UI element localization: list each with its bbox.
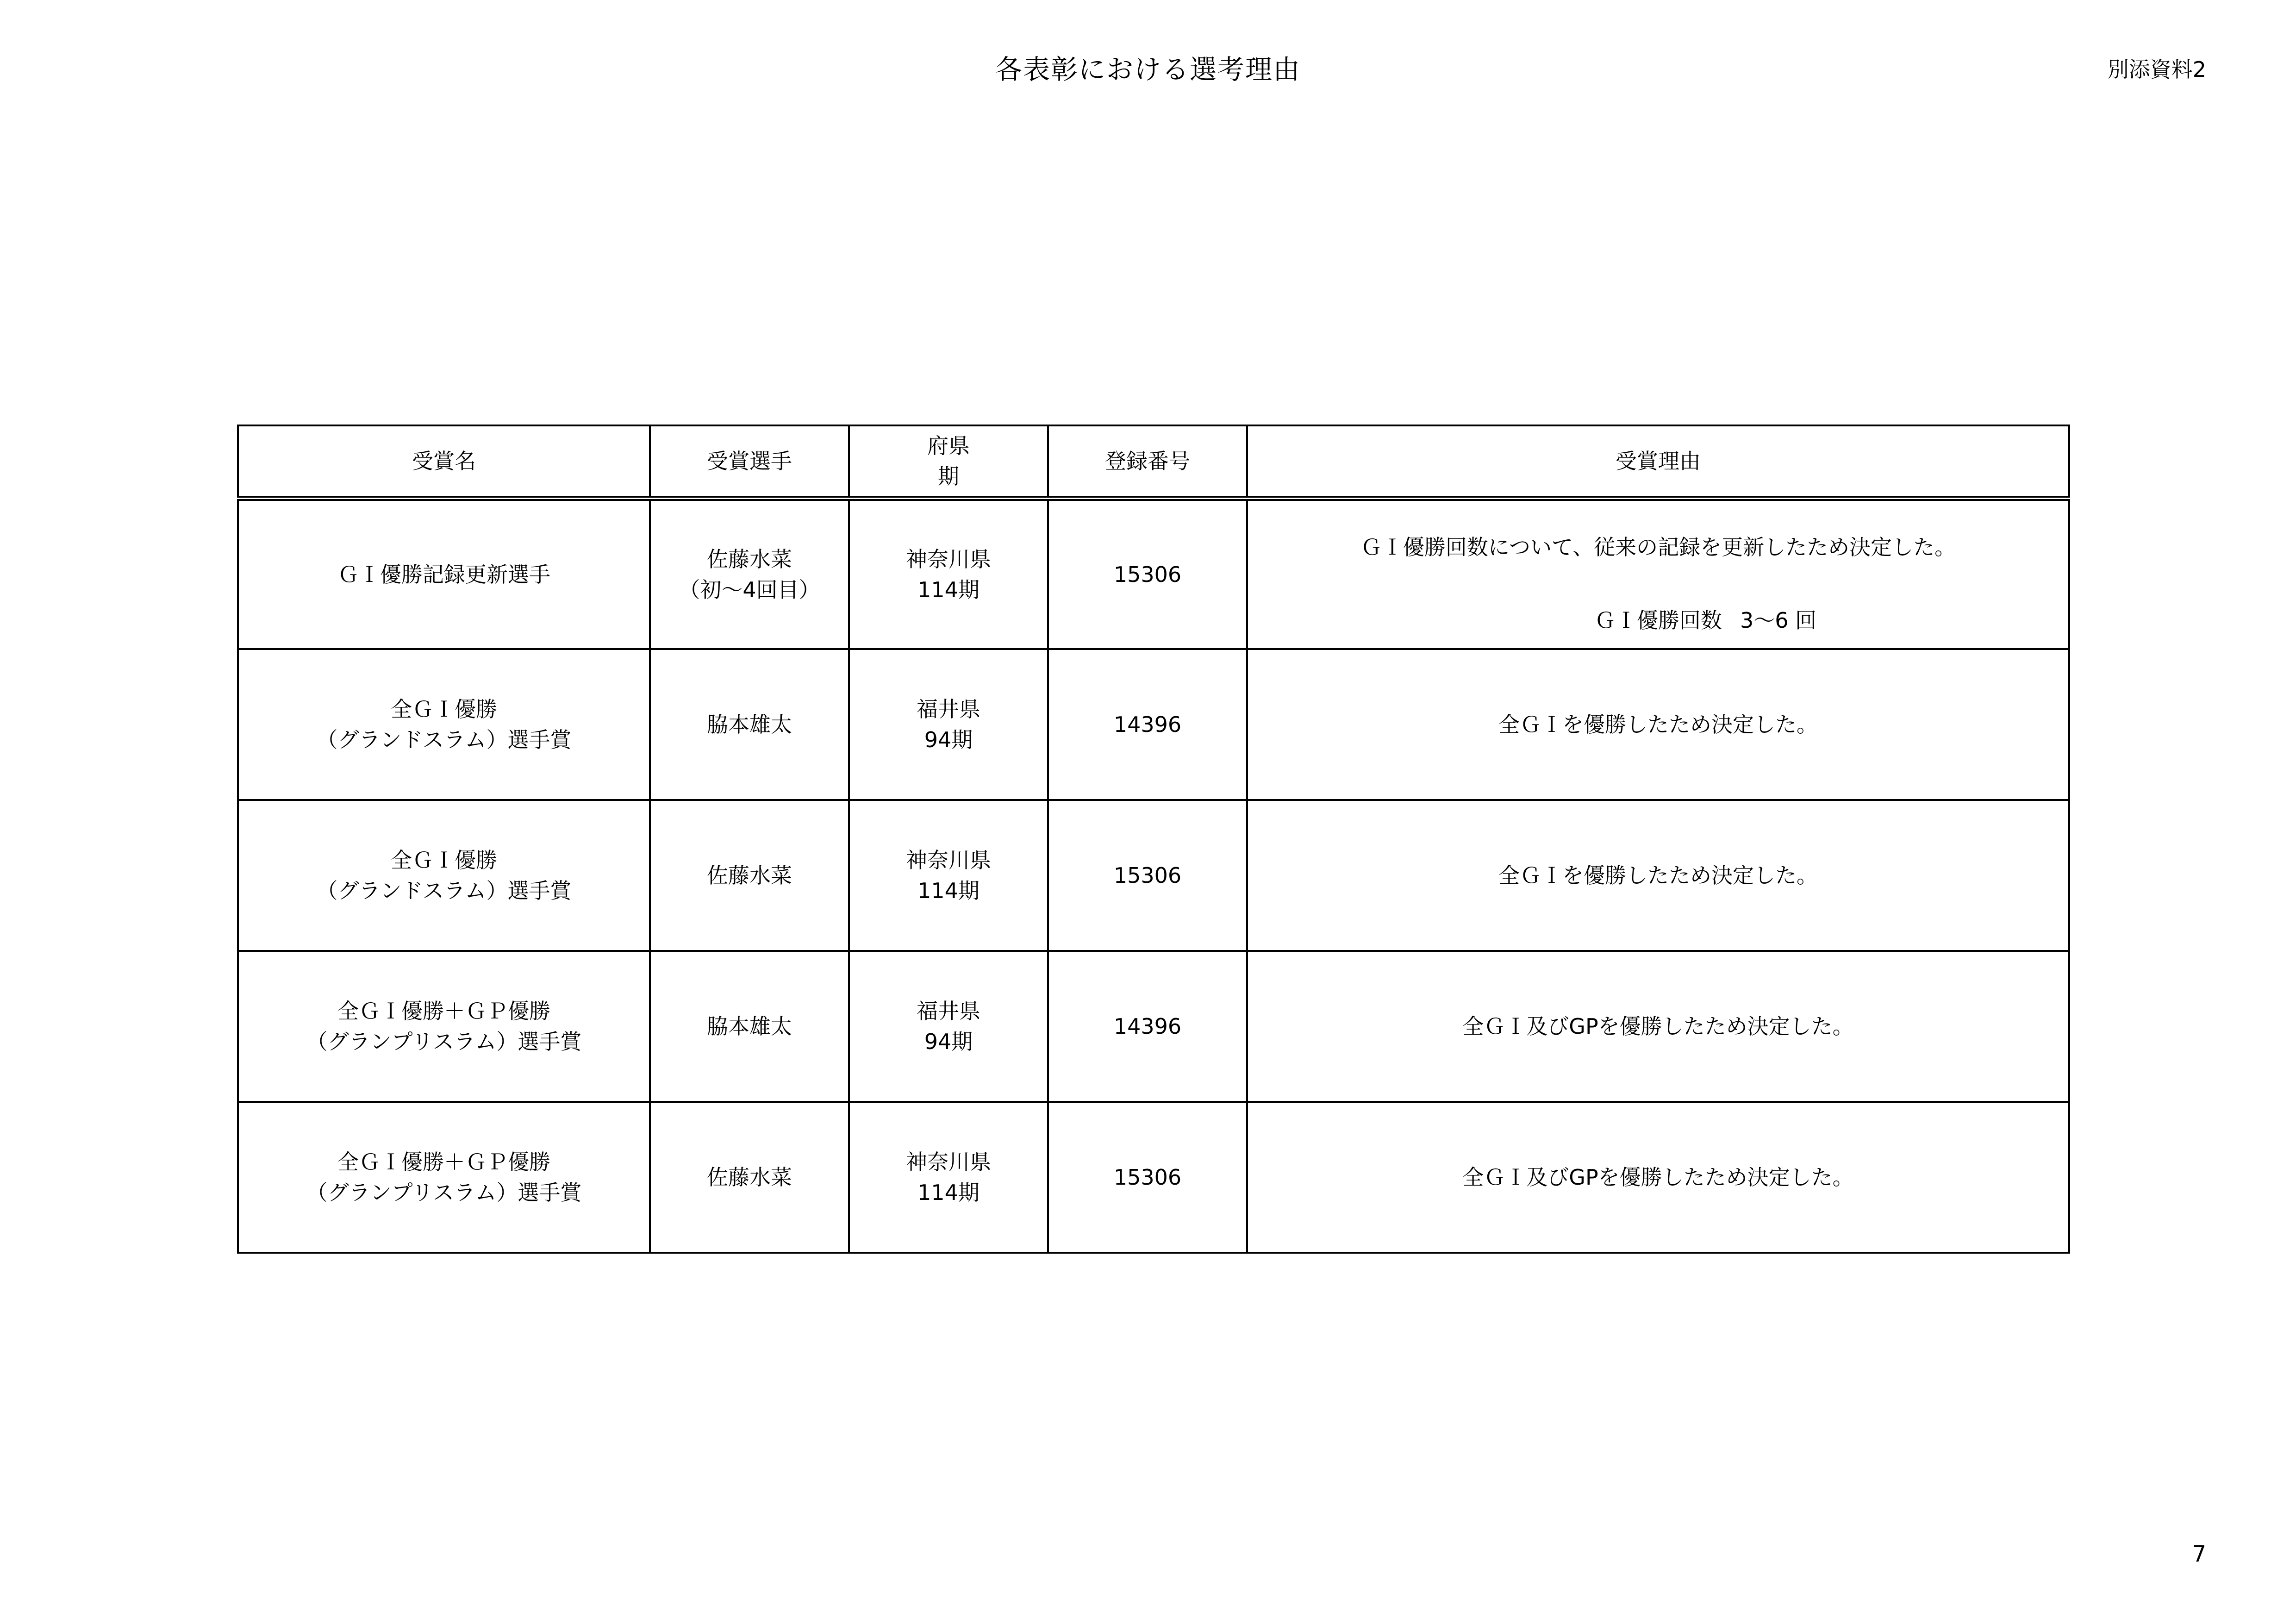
table-row: [238, 951, 2069, 1102]
prefecture-term-cell: [849, 1102, 1048, 1253]
award-name: 全ＧＩ優勝: [391, 697, 497, 722]
award-name: 全ＧＩ優勝＋ＧＰ優勝: [337, 1149, 550, 1174]
award-name-cell: [238, 498, 650, 649]
award-reason: 全ＧＩ及びGPを優勝したため決定した。: [1247, 1102, 2069, 1253]
win-count-label: ＧＩ優勝回数: [1594, 607, 1722, 633]
term: 94期: [924, 1029, 973, 1054]
page-number: 7: [2192, 1541, 2206, 1567]
prefecture: 福井県: [917, 697, 980, 722]
award-selection-table: [237, 425, 2070, 1254]
player-name: 脇本雄太: [650, 951, 849, 1102]
header-term-label: 期: [938, 463, 959, 489]
term: 114期: [917, 878, 980, 903]
prefecture: 福井県: [917, 999, 980, 1024]
registration-number: 15306: [1048, 498, 1247, 649]
award-reason: ＧＩ優勝回数について、従来の記録を更新したため決定した。: [1360, 534, 1956, 560]
prefecture-term-cell: [849, 800, 1048, 951]
term: 94期: [924, 727, 973, 752]
prefecture: 神奈川県: [906, 1149, 991, 1174]
table-row: [238, 498, 2069, 649]
player-cell: [650, 498, 849, 649]
term: 114期: [917, 1180, 980, 1205]
registration-number: 14396: [1048, 951, 1247, 1102]
award-subtitle: （グランドスラム）選手賞: [316, 727, 572, 752]
header-player: 受賞選手: [650, 425, 849, 498]
document-title: 各表彰における選考理由: [995, 54, 1301, 85]
award-reason: 全ＧＩを優勝したため決定した。: [1247, 800, 2069, 951]
table-row: [238, 1102, 2069, 1253]
win-count-value: 3～6 回: [1740, 607, 1817, 633]
player-note: （初～4回目）: [679, 577, 820, 602]
term: 114期: [917, 577, 980, 602]
header-prefecture-label: 府県: [927, 433, 970, 458]
player-name: 佐藤水菜: [707, 546, 792, 572]
prefecture-term-cell: [849, 649, 1048, 800]
award-subtitle: （グランプリスラム）選手賞: [306, 1180, 582, 1205]
award-name-cell: [238, 800, 650, 951]
player-name: 脇本雄太: [650, 649, 849, 800]
registration-number: 15306: [1048, 800, 1247, 951]
prefecture: 神奈川県: [906, 848, 991, 873]
award-name-cell: [238, 951, 650, 1102]
table-header-row: [238, 425, 2069, 498]
header-registration-number: 登録番号: [1048, 425, 1247, 498]
award-reason: 全ＧＩを優勝したため決定した。: [1247, 649, 2069, 800]
attachment-tag: 別添資料2: [2107, 57, 2206, 82]
award-name: 全ＧＩ優勝＋ＧＰ優勝: [337, 999, 550, 1024]
award-name: ＧＩ優勝記録更新選手: [337, 562, 550, 587]
award-name-cell: [238, 1102, 650, 1253]
award-subtitle: （グランドスラム）選手賞: [316, 878, 572, 903]
reason-spacer: [1248, 562, 2068, 605]
prefecture: 神奈川県: [906, 546, 991, 572]
award-reason: 全ＧＩ及びGPを優勝したため決定した。: [1247, 951, 2069, 1102]
award-name: 全ＧＩ優勝: [391, 848, 497, 873]
header-prefecture-term: [849, 425, 1048, 498]
header-award-name: 受賞名: [238, 425, 650, 498]
win-count-row: [1248, 605, 2068, 636]
award-subtitle: （グランプリスラム）選手賞: [306, 1029, 582, 1054]
table-row: [238, 800, 2069, 951]
prefecture-term-cell: [849, 951, 1048, 1102]
header-award-reason: 受賞理由: [1247, 425, 2069, 498]
award-name-cell: [238, 649, 650, 800]
registration-number: 15306: [1048, 1102, 1247, 1253]
player-name: 佐藤水菜: [650, 800, 849, 951]
registration-number: 14396: [1048, 649, 1247, 800]
player-name: 佐藤水菜: [650, 1102, 849, 1253]
table-row: [238, 649, 2069, 800]
award-reason-cell: [1247, 498, 2069, 649]
prefecture-term-cell: [849, 498, 1048, 649]
